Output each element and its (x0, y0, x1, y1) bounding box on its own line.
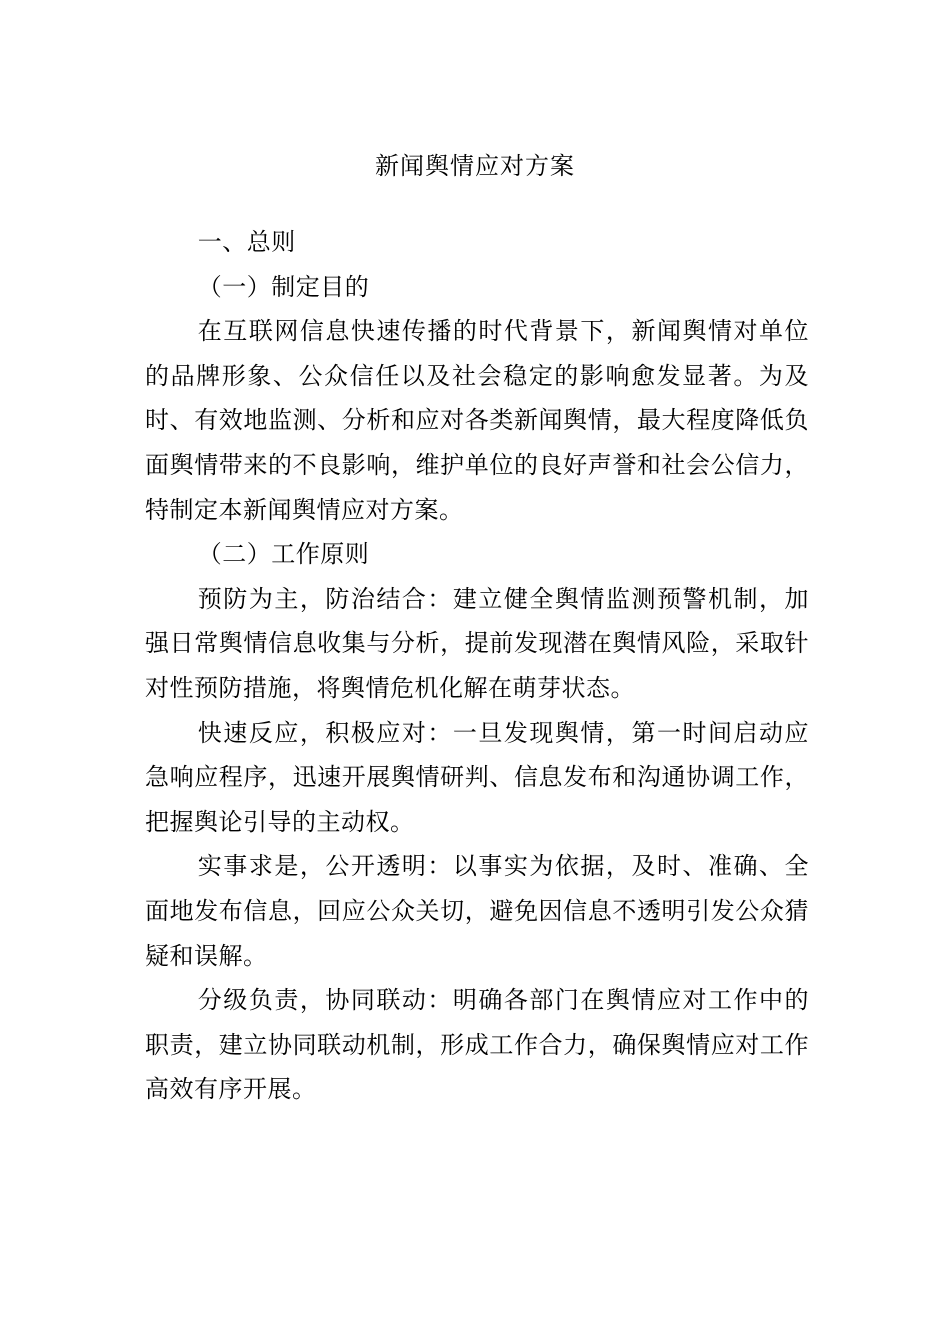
paragraph-principle-coordination: 分级负责，协同联动：明确各部门在舆情应对工作中的职责，建立协同联动机制，形成工作合力，确保舆情应对工作高效有序开展。 (145, 986, 809, 1104)
section-heading-general: 一、总则 (197, 228, 296, 256)
subsection-heading-principles: （二）工作原则 (197, 540, 370, 569)
document-title: 新闻舆情应对方案 (375, 152, 575, 180)
document-body (145, 220, 809, 1112)
paragraph-principle-transparency: 实事求是，公开透明：以事实为依据，及时、准确、全面地发布信息，回应公众关切，避免因信息不透明引发公众猜疑和误解。 (145, 852, 809, 970)
subsection-heading-purpose: （一）制定目的 (197, 272, 370, 301)
paragraph-principle-rapid-response: 快速反应，积极应对：一旦发现舆情，第一时间启动应急响应程序，迅速开展舆情研判、信息发布和沟通协调工作，把握舆论引导的主动权。 (145, 718, 809, 836)
paragraph-purpose: 在互联网信息快速传播的时代背景下，新闻舆情对单位的品牌形象、公众信任以及社会稳定的影响愈发显著。为及时、有效地监测、分析和应对各类新闻舆情，最大程度降低负面舆情带来的不良影响，维护单位的良好声誉和社会公信力，特制定本新闻舆情应对方案。 (145, 317, 809, 524)
paragraph-principle-prevention: 预防为主，防治结合：建立健全舆情监测预警机制，加强日常舆情信息收集与分析，提前发现潜在舆情风险，采取针对性预防措施，将舆情危机化解在萌芽状态。 (145, 584, 809, 702)
